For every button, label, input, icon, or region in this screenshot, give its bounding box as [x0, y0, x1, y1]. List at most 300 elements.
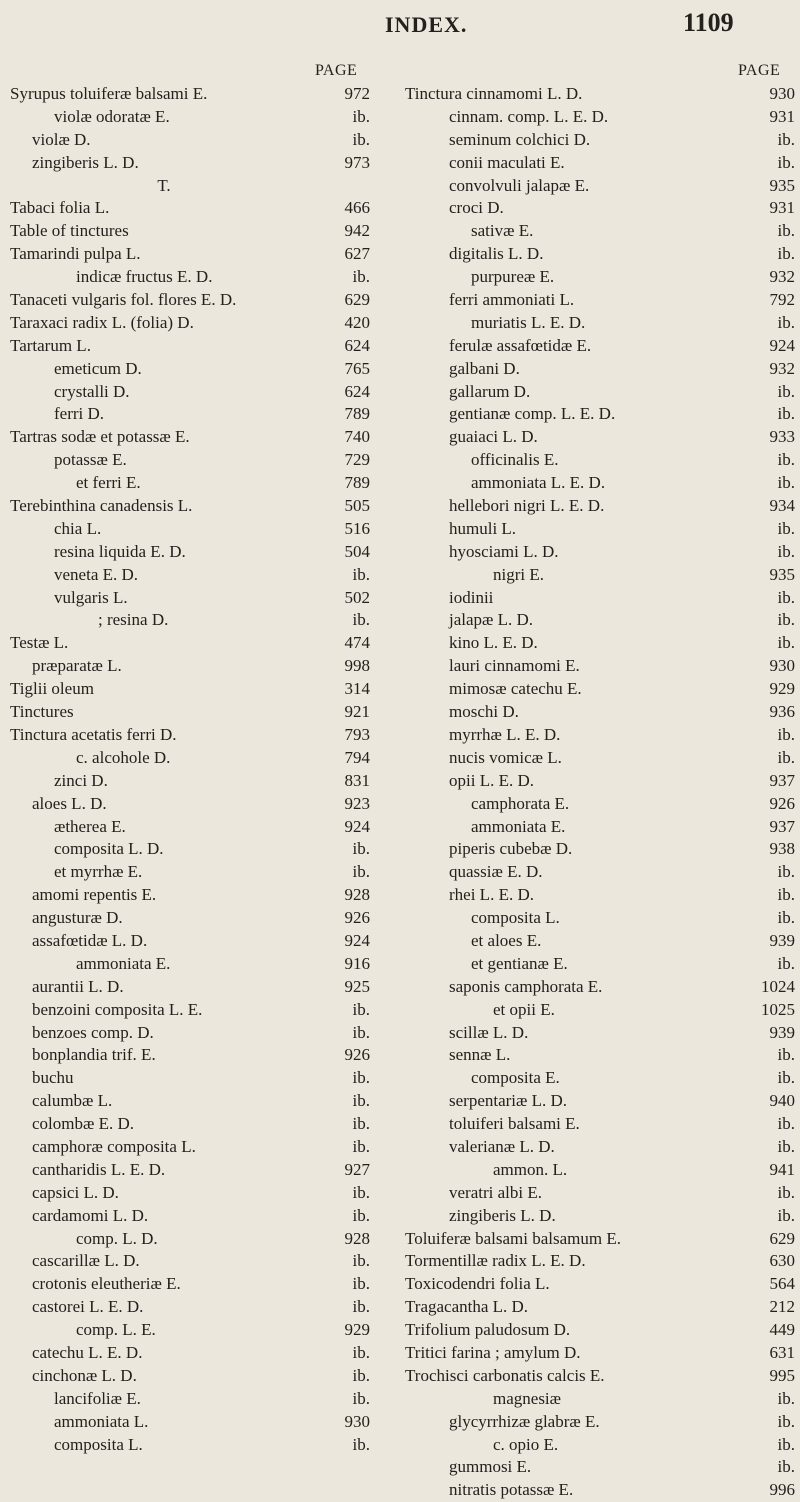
index-entry-page: 627: [344, 244, 370, 264]
index-entry-term: glycyrrhizæ glabræ E.: [449, 1411, 600, 1431]
index-entry-page: ib.: [777, 1114, 795, 1134]
index-entry: [405, 747, 795, 770]
index-entry: [405, 518, 795, 541]
page-column-label-right: PAGE: [738, 62, 781, 79]
index-entry-term: Tormentillæ radix L. E. D.: [405, 1251, 586, 1271]
index-entry: [10, 197, 370, 220]
index-entry-term: Tanaceti vulgaris fol. flores E. D.: [10, 290, 237, 310]
index-entry-term: crotonis eleutheriæ E.: [32, 1274, 181, 1294]
index-entry: [10, 495, 370, 518]
index-entry: [10, 907, 370, 930]
index-entry: [405, 1205, 795, 1228]
index-entry-page: 928: [344, 885, 370, 905]
index-entry-page: ib.: [777, 953, 795, 973]
index-entry-term: cascarillæ L. D.: [32, 1251, 140, 1271]
index-entry-term: ammoniata L.: [54, 1411, 149, 1431]
index-entry: [405, 266, 795, 289]
index-entry-page: ib.: [777, 518, 795, 538]
index-entry: [405, 358, 795, 381]
index-entry: [405, 1090, 795, 1113]
index-entry: [10, 724, 370, 747]
index-entry-term: præparatæ L.: [32, 656, 122, 676]
index-entry-page: ib.: [777, 587, 795, 607]
index-entry-page: ib.: [777, 404, 795, 424]
index-entry-term: guaiaci L. D.: [449, 427, 538, 447]
index-entry: [405, 1067, 795, 1090]
index-entry: [405, 1296, 795, 1319]
index-entry-term: magnesiæ: [493, 1388, 561, 1408]
index-entry-page: ib.: [777, 312, 795, 332]
index-entry-page: 937: [769, 816, 795, 836]
page-number: 1109: [683, 8, 734, 37]
index-entry-page: ib.: [352, 1022, 370, 1042]
index-entry-term: ammoniata L. E. D.: [471, 473, 606, 493]
index-entry-page: 938: [769, 839, 795, 859]
index-entry-page: ib.: [352, 862, 370, 882]
index-entry-page: ib.: [777, 1411, 795, 1431]
index-entry: [405, 816, 795, 839]
index-entry-page: ib.: [352, 1091, 370, 1111]
index-entry: [10, 564, 370, 587]
index-entry-term: sativæ E.: [471, 221, 534, 241]
index-entry-page: ib.: [777, 1068, 795, 1088]
index-entry-page: 924: [344, 930, 370, 950]
index-entry: [10, 129, 370, 152]
index-entry-page: 929: [769, 679, 795, 699]
index-entry-page: 212: [769, 1297, 795, 1317]
index-entry-term: ammoniata E.: [76, 953, 171, 973]
index-entry-page: 998: [344, 656, 370, 676]
index-entry-page: 932: [769, 358, 795, 378]
index-entry-term: resina liquida E. D.: [54, 541, 186, 561]
index-entry: [405, 838, 795, 861]
index-entry-page: 729: [344, 450, 370, 470]
index-entry-term: digitalis L. D.: [449, 244, 544, 264]
index-entry-page: ib.: [777, 450, 795, 470]
index-entry-term: nigri E.: [493, 564, 544, 584]
index-entry: [10, 289, 370, 312]
index-entry-page: 927: [344, 1159, 370, 1179]
index-entry-page: 1024: [761, 976, 795, 996]
index-entry: [405, 861, 795, 884]
index-entry: [405, 1319, 795, 1342]
index-entry-page: ib.: [777, 908, 795, 928]
index-entry-page: ib.: [777, 1205, 795, 1225]
index-entry-page: 624: [344, 381, 370, 401]
index-entry-term: ætherea E.: [54, 816, 126, 836]
index-entry: [405, 1113, 795, 1136]
index-entry-page: 630: [769, 1251, 795, 1271]
index-entry-term: Toxicodendri folia L.: [405, 1274, 550, 1294]
index-entry-page: 502: [344, 587, 370, 607]
index-entry-page: ib.: [777, 1388, 795, 1408]
index-entry-term: aurantii L. D.: [32, 976, 124, 996]
index-entry-page: 926: [344, 1045, 370, 1065]
index-entry-term: hyosciami L. D.: [449, 541, 559, 561]
index-entry-page: 996: [769, 1480, 795, 1500]
index-entry-term: Trifolium paludosum D.: [405, 1320, 571, 1340]
index-entry-page: ib.: [777, 244, 795, 264]
index-entry-page: 624: [344, 335, 370, 355]
index-entry: [405, 884, 795, 907]
index-entry-term: toluiferi balsami E.: [449, 1114, 580, 1134]
index-entry-page: ib.: [777, 610, 795, 630]
index-entry-page: 939: [769, 1022, 795, 1042]
index-entry: [10, 609, 370, 632]
index-entry: [10, 541, 370, 564]
index-entry: [10, 838, 370, 861]
index-entry-page: 929: [344, 1320, 370, 1340]
index-entry: [405, 129, 795, 152]
index-entry: [405, 953, 795, 976]
index-column-left: [10, 83, 370, 1456]
index-entry-page: 940: [769, 1091, 795, 1111]
index-entry-term: et myrrhæ E.: [54, 862, 143, 882]
index-entry: [10, 1388, 370, 1411]
index-entry-page: ib.: [352, 106, 370, 126]
index-entry-page: 921: [344, 702, 370, 722]
index-entry-term: composita L.: [54, 1434, 143, 1454]
index-entry-page: ib.: [352, 839, 370, 859]
index-entry-term: Tamarindi pulpa L.: [10, 244, 141, 264]
index-entry-page: 931: [769, 198, 795, 218]
index-entry: [10, 1228, 370, 1251]
index-entry: [405, 1250, 795, 1273]
index-entry-term: castorei L. E. D.: [32, 1297, 144, 1317]
index-entry-term: Testæ L.: [10, 633, 69, 653]
index-entry-term: chia L.: [54, 518, 102, 538]
index-entry-term: nucis vomicæ L.: [449, 747, 562, 767]
index-entry-page: ib.: [777, 1457, 795, 1477]
section-letter: T.: [157, 175, 171, 195]
index-entry: [10, 1022, 370, 1045]
index-entry-page: ib.: [777, 1434, 795, 1454]
index-entry-term: conii maculati E.: [449, 152, 565, 172]
index-entry: [405, 1342, 795, 1365]
page-column-label-left: PAGE: [315, 62, 358, 79]
index-entry: [10, 861, 370, 884]
index-entry-page: 1025: [761, 999, 795, 1019]
index-entry: [405, 1159, 795, 1182]
index-entry-term: rhei L. E. D.: [449, 885, 534, 905]
index-entry: [405, 976, 795, 999]
index-entry-term: ammon. L.: [493, 1159, 568, 1179]
index-entry-page: [318, 175, 370, 198]
index-entry-page: 504: [344, 541, 370, 561]
index-entry-term: ferri D.: [54, 404, 105, 424]
index-entry: [10, 426, 370, 449]
index-entry-term: veneta E. D.: [54, 564, 139, 584]
index-entry: [10, 1319, 370, 1342]
index-entry-page: ib.: [352, 129, 370, 149]
index-entry-page: 505: [344, 496, 370, 516]
index-entry: [10, 632, 370, 655]
index-entry-page: 449: [769, 1320, 795, 1340]
index-entry-page: ib.: [352, 999, 370, 1019]
index-entry-page: 792: [769, 290, 795, 310]
index-entry-term: c. alcohole D.: [76, 747, 171, 767]
index-entry-term: quassiæ E. D.: [449, 862, 543, 882]
index-entry: [405, 472, 795, 495]
index-entry: [10, 106, 370, 129]
index-entry: [10, 358, 370, 381]
index-entry-page: 932: [769, 267, 795, 287]
index-entry-term: iodinii: [449, 587, 494, 607]
index-entry-page: ib.: [777, 1136, 795, 1156]
index-entry-term: lancifoliæ E.: [54, 1388, 141, 1408]
index-entry-term: Terebinthina canadensis L.: [10, 496, 193, 516]
index-entry-term: bonplandia trif. E.: [32, 1045, 156, 1065]
index-entry-term: c. opio E.: [493, 1434, 559, 1454]
index-entry: [10, 678, 370, 701]
index-entry: [405, 587, 795, 610]
index-entry-page: 789: [344, 404, 370, 424]
index-entry-term: Tinctures: [10, 702, 74, 722]
index-entry: [10, 1296, 370, 1319]
index-entry-term: convolvuli jalapæ E.: [449, 175, 590, 195]
index-entry-page: 916: [344, 953, 370, 973]
index-entry-page: 629: [344, 290, 370, 310]
index-entry-page: ib.: [352, 564, 370, 584]
index-entry-term: humuli L.: [449, 518, 517, 538]
index-entry-term: calumbæ L.: [32, 1091, 113, 1111]
index-entry: [10, 655, 370, 678]
index-entry: [405, 907, 795, 930]
index-entry-term: Trochisci carbonatis calcis E.: [405, 1365, 605, 1385]
index-entry-term: moschi D.: [449, 702, 519, 722]
index-entry-page: 923: [344, 793, 370, 813]
index-entry-term: colombæ E. D.: [32, 1114, 134, 1134]
index-entry-term: et opii E.: [493, 999, 555, 1019]
index-entry-term: zinci D.: [54, 770, 108, 790]
index-column-right: [405, 83, 795, 1502]
index-entry-page: 934: [769, 496, 795, 516]
index-entry-page: 789: [344, 473, 370, 493]
index-entry-term: et gentianæ E.: [471, 953, 568, 973]
index-entry-term: ferri ammoniati L.: [449, 290, 575, 310]
index-entry-page: ib.: [352, 267, 370, 287]
index-entry: [10, 1365, 370, 1388]
index-entry: [405, 678, 795, 701]
index-entry-page: ib.: [352, 1434, 370, 1454]
index-entry-term: benzoini composita L. E.: [32, 999, 203, 1019]
index-entry-page: 928: [344, 1228, 370, 1248]
index-entry-page: ib.: [352, 1182, 370, 1202]
index-entry-term: officinalis E.: [471, 450, 559, 470]
index-entry-term: Table of tinctures: [10, 221, 129, 241]
index-entry-term: Tabaci folia L.: [10, 198, 110, 218]
index-entry-term: Toluiferæ balsami balsamum E.: [405, 1228, 621, 1248]
index-entry: [10, 1205, 370, 1228]
index-entry: [405, 1456, 795, 1479]
index-entry: [405, 930, 795, 953]
index-entry: [10, 152, 370, 175]
index-entry-page: 926: [769, 793, 795, 813]
index-entry-term: piperis cubebæ D.: [449, 839, 573, 859]
index-entry: [405, 541, 795, 564]
index-entry: [10, 1342, 370, 1365]
index-entry: [10, 266, 370, 289]
index-entry-page: 564: [769, 1274, 795, 1294]
index-entry-page: 930: [769, 656, 795, 676]
index-entry-term: zingiberis L. D.: [449, 1205, 556, 1225]
index-entry-term: violæ odoratæ E.: [54, 106, 170, 126]
index-entry-page: ib.: [777, 129, 795, 149]
index-entry-term: Tinctura cinnamomi L. D.: [405, 84, 583, 103]
index-entry: [10, 1273, 370, 1296]
index-entry-page: 516: [344, 518, 370, 538]
index-entry: [405, 999, 795, 1022]
index-entry: [405, 1136, 795, 1159]
index-entry: [405, 1479, 795, 1502]
index-entry-term: nitratis potassæ E.: [449, 1480, 574, 1500]
index-entry-term: Syrupus toluiferæ balsami E.: [10, 84, 208, 103]
index-entry-page: 420: [344, 312, 370, 332]
index-entry: [405, 564, 795, 587]
index-entry: [10, 930, 370, 953]
index-entry-term: seminum colchici D.: [449, 129, 591, 149]
index-entry: [10, 1159, 370, 1182]
index-entry-page: 936: [769, 702, 795, 722]
index-entry-term: hellebori nigri L. E. D.: [449, 496, 605, 516]
index-entry-term: emeticum D.: [54, 358, 142, 378]
index-entry: [405, 1182, 795, 1205]
index-entry-page: ib.: [777, 541, 795, 561]
index-entry: [405, 655, 795, 678]
index-entry-term: buchu: [32, 1068, 74, 1088]
index-entry: [10, 381, 370, 404]
index-entry-term: muriatis L. E. D.: [471, 312, 586, 332]
index-entry: [405, 289, 795, 312]
index-entry-term: Tartarum L.: [10, 335, 91, 355]
index-entry-term: cantharidis L. E. D.: [32, 1159, 166, 1179]
index-entry-page: 631: [769, 1342, 795, 1362]
index-entry-page: 794: [344, 747, 370, 767]
index-entry-term: composita L. D.: [54, 839, 164, 859]
index-entry-page: ib.: [352, 610, 370, 630]
index-entry-page: ib.: [352, 1251, 370, 1271]
index-entry-page: 466: [344, 198, 370, 218]
index-entry-page: ib.: [352, 1136, 370, 1156]
index-entry: [10, 953, 370, 976]
index-entry: [10, 335, 370, 358]
index-entry-page: ib.: [777, 381, 795, 401]
index-entry-term: catechu L. E. D.: [32, 1342, 143, 1362]
index-entry-term: Tiglii oleum: [10, 679, 94, 699]
index-entry-term: comp. L. E.: [76, 1320, 156, 1340]
index-entry-term: opii L. E. D.: [449, 770, 534, 790]
index-entry-page: 793: [344, 724, 370, 744]
index-entry-page: ib.: [352, 1274, 370, 1294]
index-entry-term: Tragacantha L. D.: [405, 1297, 529, 1317]
index-entry-term: et aloes E.: [471, 930, 542, 950]
index-entry-page: ib.: [352, 1342, 370, 1362]
index-entry-page: ib.: [777, 221, 795, 241]
index-entry: [405, 1044, 795, 1067]
index-entry: [10, 1136, 370, 1159]
index-entry: [10, 1182, 370, 1205]
index-entry: [10, 1044, 370, 1067]
index-entry-term: Taraxaci radix L. (folia) D.: [10, 312, 194, 332]
index-entry: [405, 770, 795, 793]
index-entry-page: 925: [344, 976, 370, 996]
index-entry: [10, 175, 370, 198]
index-entry: [405, 1411, 795, 1434]
index-entry: [405, 449, 795, 472]
index-entry-term: kino L. E. D.: [449, 633, 538, 653]
index-entry-page: ib.: [352, 1114, 370, 1134]
index-entry-term: capsici L. D.: [32, 1182, 119, 1202]
index-entry-page: 314: [344, 679, 370, 699]
index-entry: [10, 884, 370, 907]
index-entry-term: gallarum D.: [449, 381, 531, 401]
index-entry-page: 831: [344, 770, 370, 790]
index-entry: [405, 724, 795, 747]
index-entry: [10, 1434, 370, 1457]
index-entry-page: ib.: [777, 724, 795, 744]
index-entry: [405, 1434, 795, 1457]
index-entry: [10, 1250, 370, 1273]
index-entry-term: croci D.: [449, 198, 504, 218]
index-entry-page: 924: [769, 335, 795, 355]
index-entry: [10, 770, 370, 793]
index-entry-term: purpureæ E.: [471, 267, 555, 287]
index-entry-page: 924: [344, 816, 370, 836]
index-entry-term: veratri albi E.: [449, 1182, 542, 1202]
index-entry-term: ferulæ assafœtidæ E.: [449, 335, 592, 355]
index-entry-page: 942: [344, 221, 370, 241]
index-entry-term: aloes L. D.: [32, 793, 107, 813]
index-entry: [10, 587, 370, 610]
index-entry: [10, 83, 370, 106]
index-entry-page: ib.: [777, 862, 795, 882]
index-entry-page: 937: [769, 770, 795, 790]
index-entry-page: 765: [344, 358, 370, 378]
index-entry-term: lauri cinnamomi E.: [449, 656, 580, 676]
index-entry-page: 474: [344, 633, 370, 653]
index-entry: [405, 335, 795, 358]
index-entry-term: amomi repentis E.: [32, 885, 157, 905]
index-entry-term: violæ D.: [32, 129, 91, 149]
index-entry: [405, 83, 795, 106]
index-entry: [10, 976, 370, 999]
index-entry-page: ib.: [352, 1388, 370, 1408]
index-entry-page: ib.: [352, 1297, 370, 1317]
index-entry-term: myrrhæ L. E. D.: [449, 724, 561, 744]
running-head: INDEX.: [385, 12, 468, 37]
index-entry-page: 931: [769, 106, 795, 126]
index-entry: [405, 243, 795, 266]
index-entry: [10, 312, 370, 335]
index-entry: [405, 1388, 795, 1411]
index-entry-page: 941: [769, 1159, 795, 1179]
index-entry: [405, 220, 795, 243]
index-entry-term: ; resina D.: [98, 610, 169, 630]
index-entry-term: comp. L. D.: [76, 1228, 158, 1248]
index-entry: [405, 1365, 795, 1388]
index-entry-term: jalapæ L. D.: [449, 610, 534, 630]
index-entry-term: sennæ L.: [449, 1045, 511, 1065]
page-header: [0, 0, 800, 90]
index-entry-page: 995: [769, 1365, 795, 1385]
index-entry-term: vulgaris L.: [54, 587, 128, 607]
index-entry: [405, 701, 795, 724]
index-entry: [10, 1113, 370, 1136]
index-entry-term: cardamomi L. D.: [32, 1205, 149, 1225]
index-entry: [405, 152, 795, 175]
index-entry: [405, 106, 795, 129]
index-entry-term: zingiberis L. D.: [32, 152, 139, 172]
